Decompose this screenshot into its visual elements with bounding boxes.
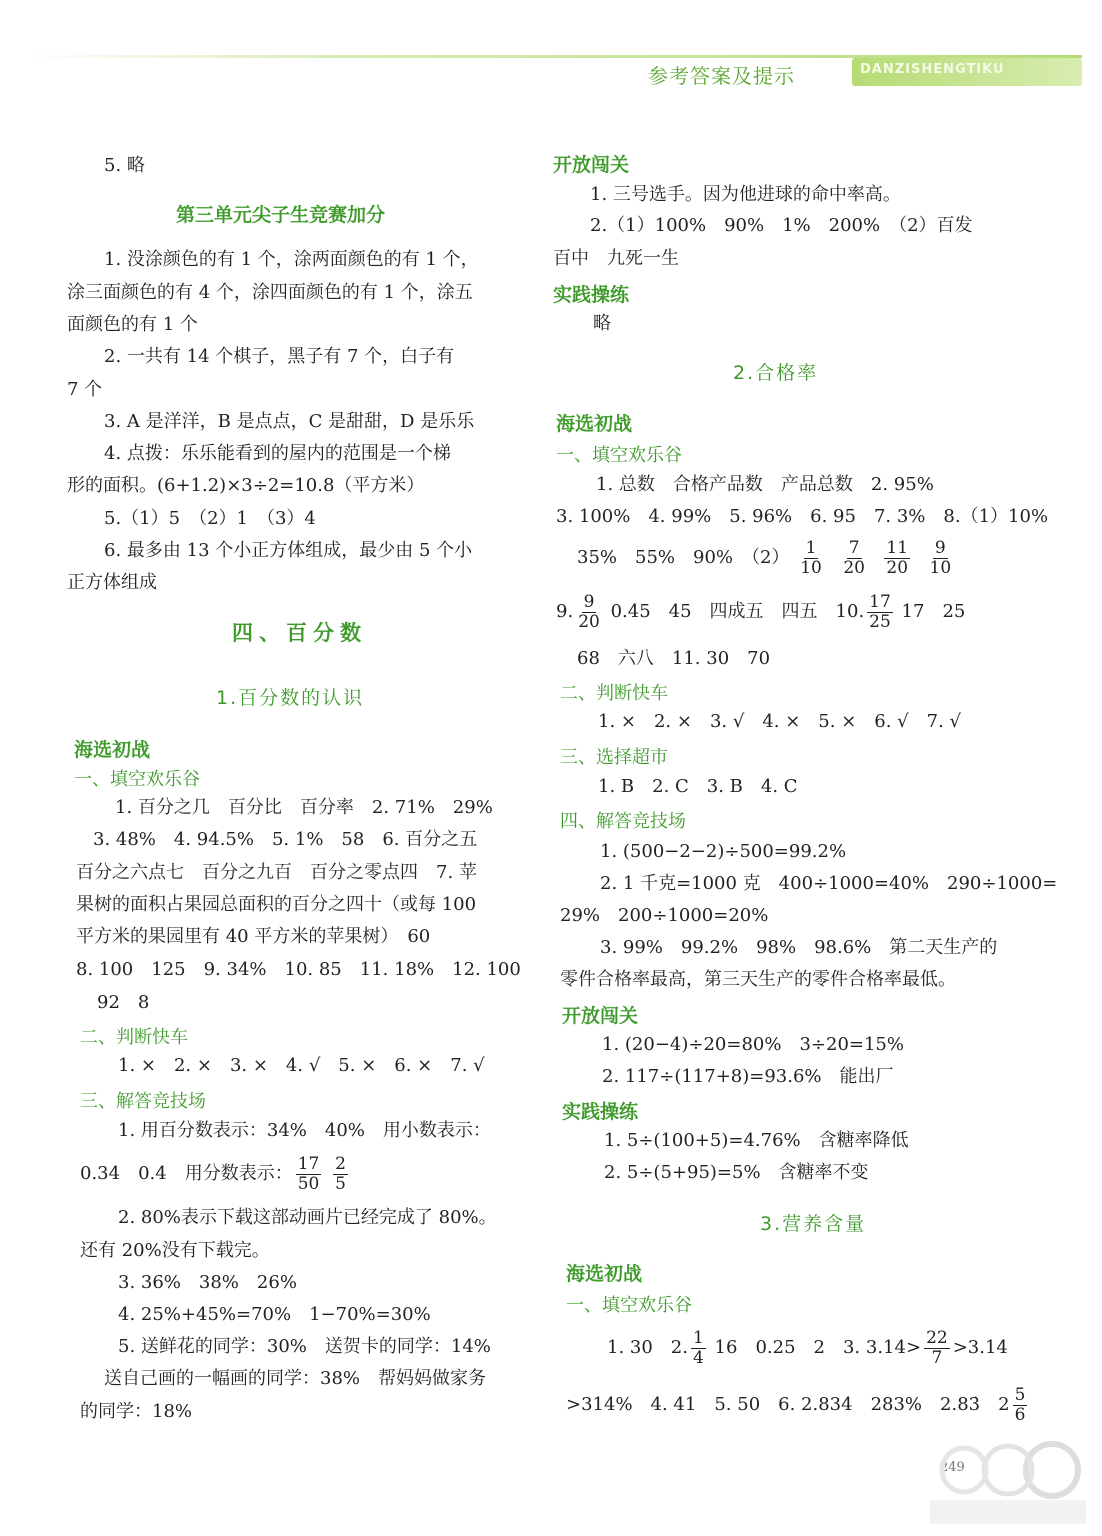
text-run: 0.45 45 四成五 四五 10. bbox=[610, 601, 865, 622]
text-line: 3. 99% 99.2% 98% 98.6% 第二天生产的 bbox=[600, 937, 998, 958]
sub-heading: 二、判断快车 bbox=[80, 1027, 188, 1048]
fraction bbox=[296, 1155, 322, 1194]
denominator: 5 bbox=[335, 1173, 346, 1194]
fraction bbox=[798, 539, 824, 578]
denominator: 20 bbox=[886, 557, 909, 578]
text-line: 略 bbox=[593, 313, 611, 334]
text-line: 2. 80%表示下载这部动画片已经完成了 80%。 bbox=[118, 1207, 497, 1228]
fraction bbox=[691, 1329, 706, 1368]
text-line: 还有 20%没有下载完。 bbox=[80, 1240, 270, 1261]
text-line: 1. 没涂颜色的有 1 个，涂两面颜色的有 1 个， bbox=[104, 249, 479, 270]
sub-heading: 三、选择超市 bbox=[560, 747, 668, 768]
denominator: 20 bbox=[843, 557, 865, 578]
numerator: 9 bbox=[934, 537, 946, 558]
text-line: 1. × 2. × 3. √ 4. × 5. × 6. √ 7. √ bbox=[598, 711, 962, 732]
text-line: 8. 100 125 9. 34% 10. 85 11. 18% 12. 100 bbox=[76, 959, 521, 980]
fraction bbox=[928, 539, 954, 578]
text-run: 0.34 0.4 用分数表示： bbox=[80, 1163, 293, 1184]
fraction bbox=[867, 593, 893, 632]
text-line: 4. 点拨：乐乐能看到的屋内的范围是一个梯 bbox=[104, 443, 451, 464]
text-line: 百分之六点七 百分之九百 百分之零点四 7. 苹 bbox=[76, 862, 477, 883]
fraction bbox=[884, 539, 910, 578]
header-band bbox=[852, 58, 1082, 86]
repeating-digit: 4̇> bbox=[894, 1337, 922, 1358]
section-heading: 实践操练 bbox=[553, 284, 630, 306]
text-run: 2 bbox=[998, 1394, 1010, 1415]
section-heading: 第三单元尖子生竞赛加分 bbox=[176, 204, 386, 226]
text-run: 17 25 bbox=[901, 601, 966, 622]
numerator: 1 bbox=[692, 1327, 704, 1348]
numerator: 22 bbox=[926, 1327, 948, 1348]
text-line: 1. 总数 合格产品数 产品总数 2. 95% bbox=[596, 474, 934, 495]
numerator: 5 bbox=[1014, 1384, 1026, 1405]
page-number: 249 bbox=[940, 1460, 965, 1475]
denominator: 7 bbox=[931, 1347, 943, 1368]
text-line: 2.（1）100% 90% 1% 200% （2）百发 bbox=[590, 215, 973, 236]
text-line: 面颜色的有 1 个 bbox=[67, 314, 198, 335]
text-line-with-fractions bbox=[80, 1152, 351, 1196]
text-line: 68 六八 11. 30 70 bbox=[577, 648, 771, 669]
text-line: 百中 九死一生 bbox=[553, 248, 679, 269]
section-heading: 海选初战 bbox=[556, 413, 633, 435]
text-line: 果树的面积占果园总面积的百分之四十（或每 100 bbox=[76, 894, 477, 915]
text-line: 1. × 2. × 3. × 4. √ 5. × 6. × 7. √ bbox=[118, 1055, 485, 1076]
text-line: 2. 1 千克=1000 克 400÷1000=40% 290÷1000= bbox=[600, 873, 1058, 894]
text-line: 7 个 bbox=[67, 379, 103, 400]
repeating-digit: 3̇ bbox=[968, 1394, 981, 1415]
lesson-title: 1.百分数的认识 bbox=[216, 687, 365, 709]
sub-heading: 三、解答竞技场 bbox=[80, 1091, 206, 1112]
numerator: 17 bbox=[297, 1153, 320, 1174]
text-line: 5. 略 bbox=[104, 155, 145, 176]
denominator: 10 bbox=[929, 557, 952, 578]
text-line: 的同学：18% bbox=[80, 1401, 193, 1422]
text-line: 29% 200÷1000=20% bbox=[560, 905, 769, 926]
watermark-logo-icon bbox=[922, 1436, 1092, 1528]
fraction bbox=[841, 539, 867, 578]
sub-heading: 四、解答竞技场 bbox=[560, 811, 686, 832]
text-line: 正方体组成 bbox=[67, 572, 157, 593]
fraction bbox=[333, 1155, 348, 1194]
repeating-digit: 4̇ bbox=[996, 1337, 1008, 1358]
text-run: >3.1 bbox=[952, 1337, 997, 1358]
text-line: 2. 5÷(5+95)=5% 含糖率不变 bbox=[604, 1162, 869, 1183]
lesson-title: 2.合格率 bbox=[733, 362, 819, 384]
chapter-title: 四、百分数 bbox=[232, 621, 367, 645]
text-line: 1. (500−2−2)÷500=99.2% bbox=[600, 841, 847, 862]
text-line: 92 8 bbox=[97, 992, 150, 1013]
text-line-with-fractions bbox=[607, 1326, 1008, 1370]
header-title: 参考答案及提示 bbox=[648, 64, 795, 88]
text-run: 9. bbox=[556, 601, 574, 622]
sub-heading: 一、填空欢乐谷 bbox=[74, 769, 200, 790]
text-line: 送自己画的一幅画的同学：38% 帮妈妈做家务 bbox=[104, 1368, 487, 1389]
text-line: 1. 百分之几 百分比 百分率 2. 71% 29% bbox=[115, 797, 493, 818]
fraction bbox=[576, 593, 602, 632]
text-line: 1. (20−4)÷20=80% 3÷20=15% bbox=[602, 1034, 904, 1055]
text-line: 1. 三号选手。因为他进球的命中率高。 bbox=[590, 184, 901, 205]
denominator: 50 bbox=[297, 1173, 320, 1194]
denominator: 4 bbox=[692, 1347, 704, 1368]
section-heading: 开放闯关 bbox=[553, 154, 630, 176]
text-line: 形的面积。(6+1.2)×3÷2=10.8（平方米） bbox=[67, 475, 425, 496]
numerator: 7 bbox=[848, 537, 860, 558]
fraction bbox=[1013, 1386, 1028, 1425]
text-line-with-fractions bbox=[566, 1383, 1030, 1427]
text-line: 1. 5÷(100+5)=4.76% 含糖率降低 bbox=[604, 1130, 909, 1151]
text-line: 3. 100% 4. 99% 5. 96% 6. 95 7. 3% 8.（1）10% bbox=[556, 506, 1049, 527]
text-run: 1. 30 2. bbox=[607, 1337, 688, 1358]
section-heading: 开放闯关 bbox=[562, 1005, 639, 1027]
text-line: 5.（1）5 （2）1 （3）4 bbox=[104, 508, 316, 529]
text-line: 涂三面颜色的有 4 个，涂四面颜色的有 1 个，涂五 bbox=[67, 282, 473, 303]
text-line: 5. 送鲜花的同学：30% 送贺卡的同学：14% bbox=[118, 1336, 491, 1357]
text-line: 1. B 2. C 3. B 4. C bbox=[598, 776, 798, 797]
numerator: 9 bbox=[583, 591, 595, 612]
section-heading: 海选初战 bbox=[566, 1263, 643, 1285]
text-line: 零件合格率最高，第三天生产的零件合格率最低。 bbox=[560, 969, 956, 990]
text-line: 1. 用百分数表示：34% 40% 用小数表示： bbox=[118, 1120, 491, 1141]
section-heading: 海选初战 bbox=[74, 739, 151, 761]
sub-heading: 一、填空欢乐谷 bbox=[556, 445, 682, 466]
text-run: 35% 55% 90% （2） bbox=[577, 547, 790, 568]
text-line: 4. 25%+45%=70% 1−70%=30% bbox=[118, 1304, 431, 1325]
numerator: 11 bbox=[886, 537, 909, 558]
sub-heading: 一、填空欢乐谷 bbox=[566, 1295, 692, 1316]
numerator: 2 bbox=[335, 1153, 346, 1174]
text-run: 16 0.25 2 3. 3.1 bbox=[714, 1337, 895, 1358]
fraction bbox=[924, 1329, 950, 1368]
denominator: 10 bbox=[800, 557, 822, 578]
text-line: 3. 48% 4. 94.5% 5. 1% 58 6. 百分之五 bbox=[93, 829, 478, 850]
text-line: 2. 117÷(117+8)=93.6% 能出厂 bbox=[602, 1066, 894, 1087]
text-line-with-fractions bbox=[556, 590, 965, 634]
header-band-text: DANZISHENGTIKU bbox=[860, 62, 1005, 77]
text-run: >314% 4. 41 5. 50 6. 2.834 283% 2.8 bbox=[566, 1394, 969, 1415]
text-line-with-fractions bbox=[577, 536, 956, 580]
text-line: 3. 36% 38% 26% bbox=[118, 1272, 297, 1293]
numerator: 17 bbox=[869, 591, 891, 612]
denominator: 25 bbox=[869, 611, 891, 632]
text-line: 6. 最多由 13 个小正方体组成，最少由 5 个小 bbox=[104, 540, 473, 561]
sub-heading: 二、判断快车 bbox=[560, 683, 668, 704]
text-line: 平方米的果园里有 40 平方米的苹果树） 60 bbox=[76, 926, 431, 947]
denominator: 6 bbox=[1014, 1404, 1026, 1425]
section-heading: 实践操练 bbox=[562, 1101, 639, 1123]
text-line: 2. 一共有 14 个棋子，黑子有 7 个，白子有 bbox=[104, 346, 455, 367]
denominator: 20 bbox=[578, 611, 600, 632]
text-line: 3. A 是洋洋，B 是点点，C 是甜甜，D 是乐乐 bbox=[104, 411, 475, 432]
numerator: 1 bbox=[805, 537, 817, 558]
lesson-title: 3.营养含量 bbox=[760, 1213, 867, 1235]
